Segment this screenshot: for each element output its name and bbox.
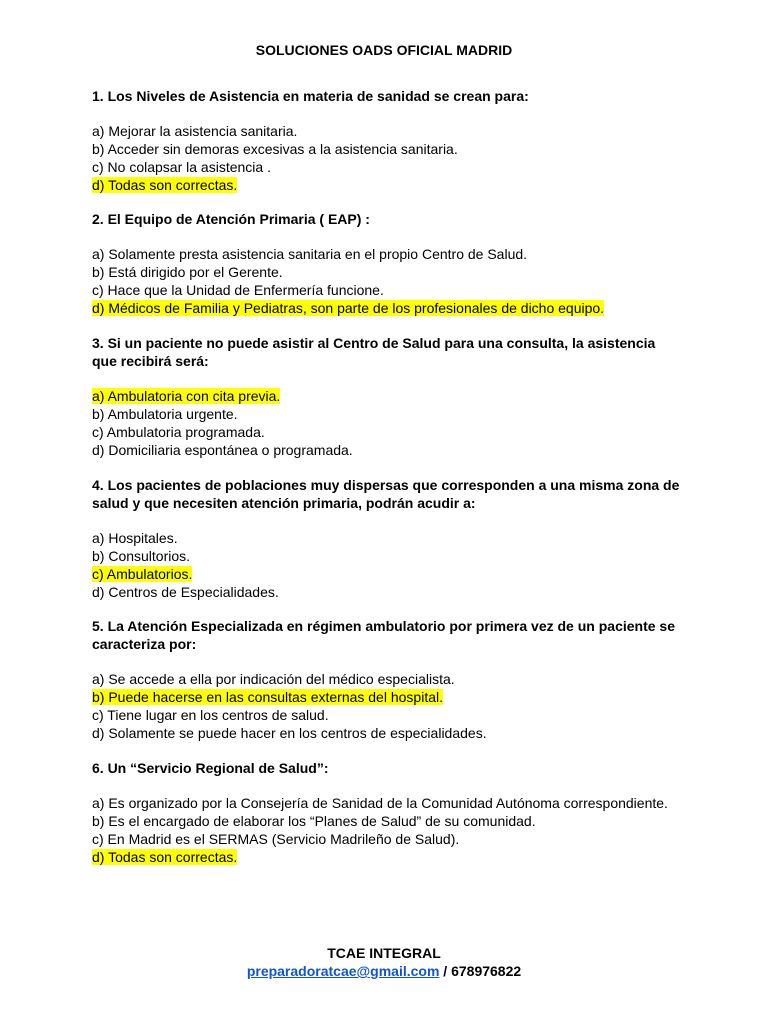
footer-org-name: TCAE INTEGRAL	[327, 945, 441, 961]
option-b: b) Es el encargado de elaborar los “Planes de Salud” de su comunidad.	[92, 813, 536, 829]
page-footer	[0, 944, 768, 980]
phone-number: 678976822	[451, 963, 522, 979]
option-c	[92, 565, 682, 583]
option-c: c) Ambulatoria programada.	[92, 424, 265, 440]
option-a	[92, 387, 682, 405]
option-d	[92, 299, 682, 317]
correct-answer-highlight: d) Todas son correctas.	[92, 849, 238, 865]
correct-answer-highlight: a) Ambulatoria con cita previa.	[92, 388, 281, 404]
option-a: a) Solamente presta asistencia sanitaria en el propio Centro de Salud.	[92, 246, 528, 262]
option-b: b) Está dirigido por el Gerente.	[92, 264, 283, 280]
question-text: 2. El Equipo de Atención Primaria ( EAP) :	[92, 211, 370, 227]
question-2	[92, 210, 682, 317]
option-d: d) Domiciliaria espontánea o programada.	[92, 442, 353, 458]
footer-separator: /	[439, 963, 452, 979]
option-d: d) Centros de Especialidades.	[92, 584, 279, 600]
question-6	[92, 759, 682, 866]
question-5	[92, 617, 682, 742]
question-3	[92, 334, 682, 459]
option-b: b) Acceder sin demoras excesivas a la asistencia sanitaria.	[92, 141, 458, 157]
option-d: d) Solamente se puede hacer en los centros de especialidades.	[92, 725, 487, 741]
option-a: a) Se accede a ella por indicación del médico especialista.	[92, 671, 455, 687]
question-text: 3. Si un paciente no puede asistir al Centro de Salud para una consulta, la asistencia que recibirá será:	[92, 335, 656, 369]
question-text: 1. Los Niveles de Asistencia en materia de sanidad se crean para:	[92, 88, 529, 104]
correct-answer-highlight: c) Ambulatorios.	[92, 566, 193, 582]
option-c: c) No colapsar la asistencia .	[92, 159, 271, 175]
option-a: a) Mejorar la asistencia sanitaria.	[92, 123, 298, 139]
option-d	[92, 176, 682, 194]
option-a: a) Hospitales.	[92, 530, 178, 546]
question-text: 5. La Atención Especializada en régimen ambulatorio por primera vez de un paciente se caracteriza por:	[92, 618, 675, 652]
document-title: SOLUCIONES OADS OFICIAL MADRID	[255, 42, 513, 58]
option-c: c) Tiene lugar en los centros de salud.	[92, 707, 329, 723]
option-c: c) En Madrid es el SERMAS (Servicio Madrileño de Salud).	[92, 831, 460, 847]
question-1	[92, 87, 682, 194]
option-b	[92, 688, 682, 706]
question-4	[92, 476, 682, 601]
footer-contact	[0, 962, 768, 980]
option-b: b) Consultorios.	[92, 548, 191, 564]
correct-answer-highlight: b) Puede hacerse en las consultas externas del hospital.	[92, 689, 443, 705]
option-c: c) Hace que la Unidad de Enfermería funcione.	[92, 282, 384, 298]
option-a: a) Es organizado por la Consejería de Sanidad de la Comunidad Autónoma correspondiente.	[92, 795, 668, 811]
option-d	[92, 848, 682, 866]
question-text: 6. Un “Servicio Regional de Salud”:	[92, 760, 329, 776]
email-link[interactable]: preparadoratcae@gmail.com	[246, 963, 440, 979]
correct-answer-highlight: d) Médicos de Familia y Pediatras, son parte de los profesionales de dicho equipo.	[92, 300, 605, 316]
option-b: b) Ambulatoria urgente.	[92, 406, 238, 422]
question-text: 4. Los pacientes de poblaciones muy dispersas que corresponden a una misma zona de salud y que necesiten atención primaria, podrán acudir a:	[92, 477, 680, 511]
correct-answer-highlight: d) Todas son correctas.	[92, 177, 238, 193]
